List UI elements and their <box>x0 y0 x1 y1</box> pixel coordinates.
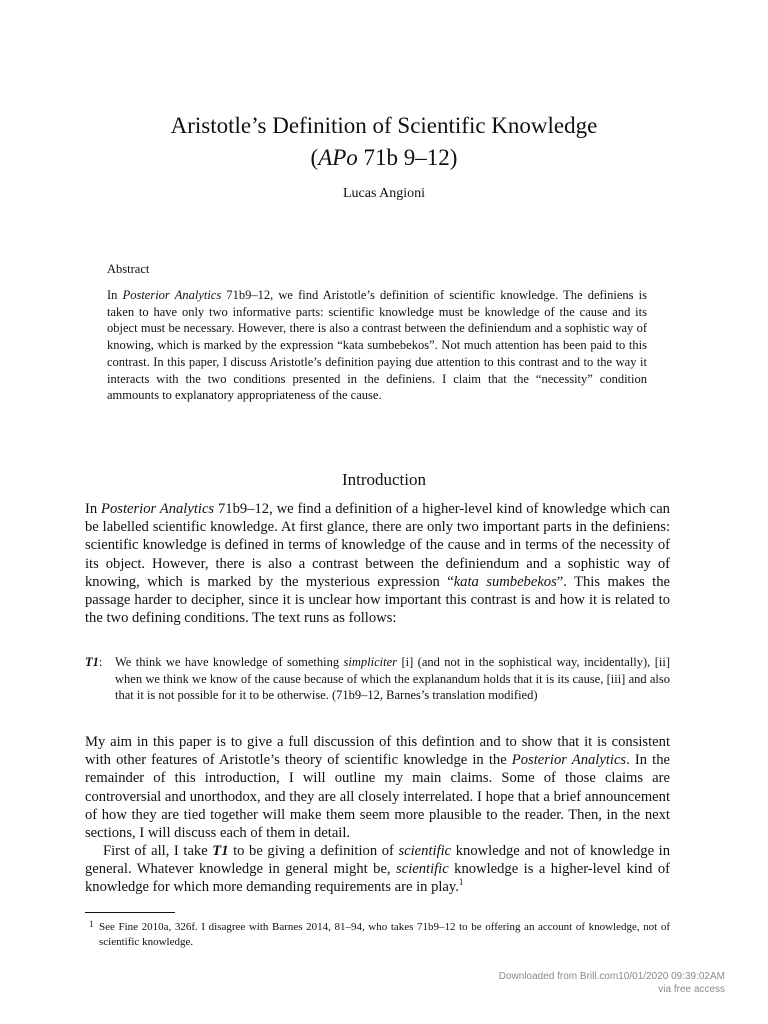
intro-pre: In <box>85 501 102 517</box>
first-bold-italic: T1 <box>212 843 229 859</box>
footnote-divider <box>85 912 175 913</box>
footnote-mark: 1 <box>89 919 94 929</box>
t1-quote-text <box>115 654 670 704</box>
title-line-2-rest: 71b 9–12) <box>357 145 458 170</box>
first-pre: First of all, I take <box>103 843 213 859</box>
abstract-italic: Posterior Analytics <box>122 288 222 302</box>
t1-pre: We think we have knowledge of something <box>115 655 344 669</box>
aim-italic: Posterior Analytics <box>511 752 627 769</box>
abstract-pre: In <box>107 288 123 302</box>
author-name: Lucas Angioni <box>342 186 426 201</box>
footnote-text: See Fine 2010a, 326f. I disagree with Barnes 2014, 81–94, who takes 71b9–12 to be offering an account of knowledge, not of scientific knowledge. <box>99 921 670 948</box>
t1-italic: simpliciter <box>343 655 398 669</box>
section-heading-introduction: Introduction <box>341 470 427 489</box>
first-italic-1: scientific <box>398 843 452 859</box>
title-paren: ( <box>310 145 319 170</box>
footnote-reference[interactable]: 1 <box>458 877 464 888</box>
intro-paragraph <box>85 500 670 627</box>
t1-label-text: T1 <box>85 655 99 669</box>
aim-pre: My aim in this paper is to give a full discussion of this defintion and to show that it is consistent with other features of Aristotle’s theory of scientific knowledge in the <box>85 734 670 769</box>
download-stamp <box>499 970 725 996</box>
intro-italic-1: Posterior Analytics <box>101 501 215 517</box>
download-line-1: Downloaded from Brill.com10/01/2020 09:39:02AM <box>498 971 725 982</box>
intro-post: ”. This makes the passage harder to decipher, since it is unclear how important this contrast is and how it is related to the two defining conditions. The text runs as follows: <box>85 573 670 627</box>
first-paragraph <box>85 842 670 897</box>
title-line-2 <box>0 142 768 174</box>
aim-paragraph <box>85 733 670 842</box>
quote-block-t1 <box>85 654 670 704</box>
footnote-1 <box>85 920 670 949</box>
title-italic-apo: APo <box>318 145 358 170</box>
download-line-2: via free access <box>658 984 725 995</box>
first-mid-2: knowledge and not of knowledge in general. Whatever knowledge in general might be, <box>85 843 671 878</box>
first-italic-2: scientific <box>396 861 449 878</box>
title-line-1: Aristotle’s Definition of Scientific Knowledge <box>170 113 598 138</box>
first-post: knowledge is a higher-level kind of knowledge for which more demanding requirements are in play. <box>85 861 670 896</box>
intro-mid: 71b9–12, we find a definition of a higher-level kind of knowledge which can be labelled scientific knowledge. At first glance, there are only two important parts in the definiens: scientific knowledge is defined in terms of knowledge of the cause and in terms of the necessity of its object. However, there is also a contrast between the definiendum and a sophistic way of knowing, which is marked by the mysterious expression “ <box>85 501 670 590</box>
abstract-post: 71b9–12, we find Aristotle’s definition of scientific knowledge. The definiens is taken to have only two informative parts: scientific knowledge must be knowledge of the cause and its object must be necessary. However, there is also a contrast between the definiendum and a sophistic way of knowing, which is marked by the expression “kata sumbebekos”. Not much attention has been paid to this contrast. In this paper, I discuss Aristotle’s definition paying due attention to this contrast and to the way it interacts with the two conditions presented in the definiens. I claim that the “necessity” condition ammounts to explanatory appropriateness of the cause. <box>107 288 648 403</box>
t1-post: [i] (and not in the sophistical way, incidentally), [ii] when we think we know of the cause because of which the explanandum holds that it is its cause, [iii] and also that it is not possible for it to be otherwise. (71b9–12, Barnes’s translation modified) <box>115 655 670 702</box>
intro-italic-2: kata sumbebekos <box>453 573 557 590</box>
aim-post: . In the remainder of this introduction, I will outline my main claims. Some of those claims are controversial and unorthodox, and they are all closely interrelated. I hope that a brief announcement of how they are tied together will make them seem more plausible to the reader. Then, in the next sections, I will discuss each of them in detail. <box>85 752 670 842</box>
paper-title <box>0 110 768 174</box>
abstract-text <box>107 287 647 404</box>
first-mid-1: to be giving a definition of <box>228 843 399 859</box>
abstract-label: Abstract <box>107 262 150 276</box>
t1-label <box>85 654 102 671</box>
t1-colon: : <box>98 655 103 669</box>
